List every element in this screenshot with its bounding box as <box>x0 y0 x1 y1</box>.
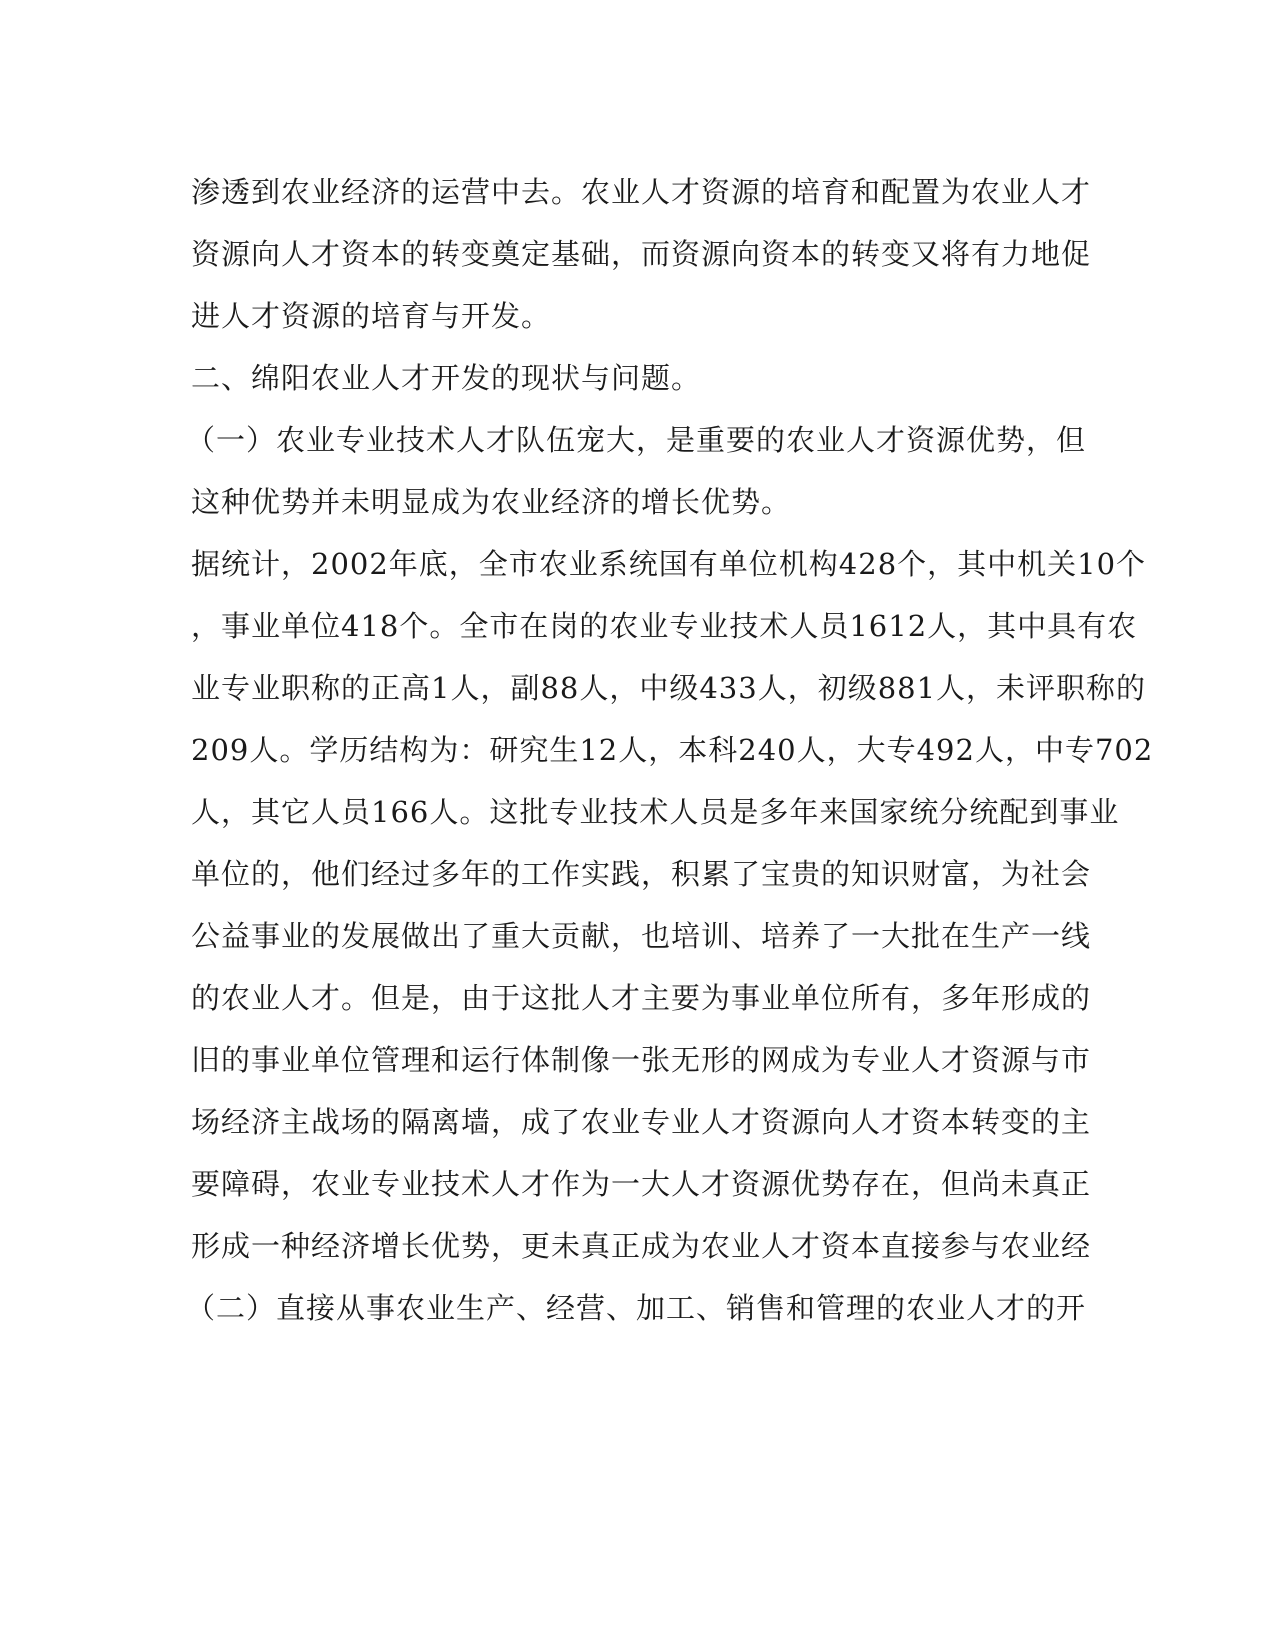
subsection-heading-2 <box>186 1277 1091 1339</box>
heading-line: 这种优势并未明显成为农业经济的增长优势。 <box>191 485 792 519</box>
text-line: 场经济主战场的隔离墙，成了农业专业人才资源向人才资本转变的主 <box>191 1105 1092 1139</box>
heading-line: （二）直接从事农业生产、经营、加工、销售和管理的农业人才的开 <box>186 1291 1087 1325</box>
text-line: 209人。学历结构为：研究生12人，本科240人，大专492人，中专702 <box>191 733 1154 767</box>
text-line: 资源向人才资本的转变奠定基础，而资源向资本的转变又将有力地促 <box>191 237 1092 271</box>
text-line: 据统计，2002年底，全市农业系统国有单位机构428个，其中机关10个 <box>191 547 1147 581</box>
heading-line: 二、绵阳农业人才开发的现状与问题。 <box>191 361 702 395</box>
paragraph-statistics <box>191 533 1154 1277</box>
heading-line: （一）农业专业技术人才队伍宠大，是重要的农业人才资源优势，但 <box>186 423 1087 457</box>
paragraph-intro <box>191 161 1091 347</box>
body-text <box>186 161 1154 1339</box>
text-line: 要障碍，农业专业技术人才作为一大人才资源优势存在，但尚未真正 <box>191 1167 1092 1201</box>
text-line: 的农业人才。但是，由于这批人才主要为事业单位所有，多年形成的 <box>191 981 1092 1015</box>
text-line: 人，其它人员166人。这批专业技术人员是多年来国家统分统配到事业 <box>191 795 1120 829</box>
text-line: 业专业职称的正高1人，副88人，中级433人，初级881人，未评职称的 <box>191 671 1147 705</box>
text-line: 进人才资源的培育与开发。 <box>191 299 552 333</box>
text-line: 单位的，他们经过多年的工作实践，积累了宝贵的知识财富，为社会 <box>191 857 1092 891</box>
section-heading <box>191 347 1091 409</box>
subsection-heading-1 <box>186 409 1091 533</box>
text-line: 渗透到农业经济的运营中去。农业人才资源的培育和配置为农业人才 <box>191 175 1092 209</box>
text-line: 公益事业的发展做出了重大贡献，也培训、培养了一大批在生产一线 <box>191 919 1092 953</box>
text-line: 形成一种经济增长优势，更未真正成为农业人才资本直接参与农业经 <box>191 1229 1092 1263</box>
text-line: ，事业单位418个。全市在岗的农业专业技术人员1612人，其中具有农 <box>191 609 1138 643</box>
text-line: 旧的事业单位管理和运行体制像一张无形的网成为专业人才资源与市 <box>191 1043 1092 1077</box>
